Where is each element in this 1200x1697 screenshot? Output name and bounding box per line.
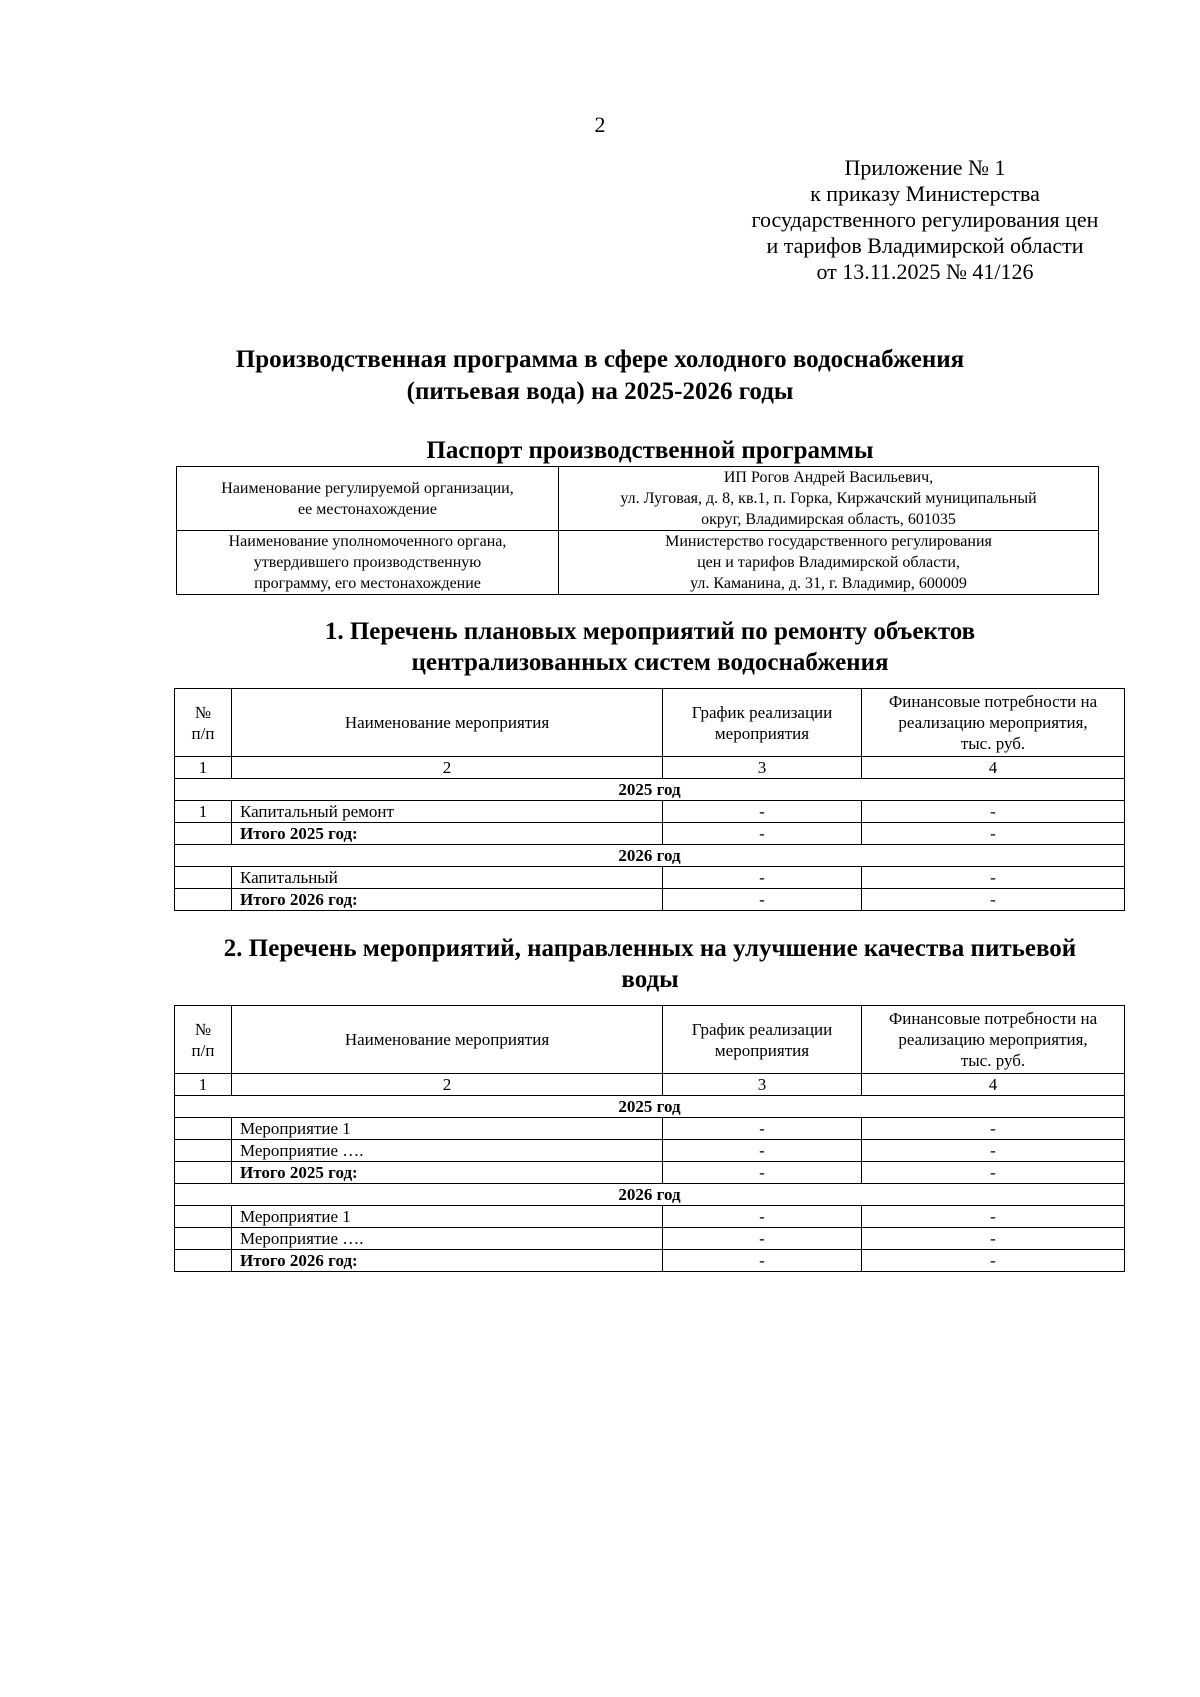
total-schedule: - <box>663 1250 862 1272</box>
column-number: 3 <box>663 1074 862 1096</box>
row-name: Мероприятие 1 <box>232 1206 663 1228</box>
row-num <box>175 823 232 845</box>
total-label: Итого 2025 год: <box>232 1162 663 1184</box>
header-schedule: График реализации мероприятия <box>663 1006 862 1074</box>
document-title <box>120 344 1080 408</box>
passport-label: Наименование уполномоченного органа, утвердившего производственную программу, его местонахождение <box>177 531 559 595</box>
table-header-row <box>175 1006 1125 1074</box>
appendix-block <box>735 155 1115 285</box>
section1-table <box>174 688 1125 911</box>
row-finance: - <box>862 1118 1125 1140</box>
header-num: № п/п <box>175 1006 232 1074</box>
header-name: Наименование мероприятия <box>232 689 663 757</box>
passport-value: Министерство государственного регулирования цен и тарифов Владимирской области, ул. Каманина, д. 31, г. Владимир, 600009 <box>559 531 1099 595</box>
row-num <box>175 1140 232 1162</box>
total-label: Итого 2026 год: <box>232 1250 663 1272</box>
total-schedule: - <box>663 823 862 845</box>
appendix-line: от 13.11.2025 № 41/126 <box>816 259 1034 284</box>
row-finance: - <box>862 867 1125 889</box>
column-number-row <box>175 1074 1125 1096</box>
appendix-line: и тарифов Владимирской области <box>766 233 1084 258</box>
column-number: 4 <box>862 757 1125 779</box>
total-row <box>175 889 1125 911</box>
table-row <box>175 1228 1125 1250</box>
appendix-line: к приказу Министерства <box>810 181 1040 206</box>
document-title-line: Производственная программа в сфере холодного водоснабжения <box>235 346 965 373</box>
row-num: 1 <box>175 801 232 823</box>
total-finance: - <box>862 1250 1125 1272</box>
year-row <box>175 845 1125 867</box>
row-num <box>175 1206 232 1228</box>
header-schedule: График реализации мероприятия <box>663 689 862 757</box>
table-row <box>175 1118 1125 1140</box>
total-row <box>175 823 1125 845</box>
column-number: 4 <box>862 1074 1125 1096</box>
year-label: 2025 год <box>175 779 1125 801</box>
section2-table <box>174 1005 1125 1272</box>
year-row <box>175 779 1125 801</box>
row-schedule: - <box>663 1140 862 1162</box>
row-schedule: - <box>663 1118 862 1140</box>
total-row <box>175 1250 1125 1272</box>
table-row <box>175 1206 1125 1228</box>
row-num <box>175 1118 232 1140</box>
passport-heading: Паспорт производственной программы <box>426 437 874 464</box>
row-name: Капитальный ремонт <box>232 801 663 823</box>
column-number-row <box>175 757 1125 779</box>
row-finance: - <box>862 801 1125 823</box>
appendix-line: государственного регулирования цен <box>751 207 1099 232</box>
section1-title-line: 1. Перечень плановых мероприятий по ремонту объектов <box>324 618 976 645</box>
column-number: 2 <box>232 757 663 779</box>
row-num <box>175 867 232 889</box>
year-label: 2026 год <box>175 1184 1125 1206</box>
section1-title-line: централизованных систем водоснабжения <box>411 649 889 676</box>
row-name: Капитальный <box>232 867 663 889</box>
table-row <box>175 867 1125 889</box>
total-finance: - <box>862 1162 1125 1184</box>
section1-title <box>150 616 1150 678</box>
column-number: 1 <box>175 1074 232 1096</box>
row-schedule: - <box>663 1228 862 1250</box>
table-row <box>175 801 1125 823</box>
document-title-line: (питьевая вода) на 2025-2026 годы <box>406 378 794 405</box>
header-finance: Финансовые потребности на реализацию мероприятия, тыс. руб. <box>862 689 1125 757</box>
row-schedule: - <box>663 801 862 823</box>
row-finance: - <box>862 1206 1125 1228</box>
row-name: Мероприятие 1 <box>232 1118 663 1140</box>
row-num <box>175 1162 232 1184</box>
year-row <box>175 1184 1125 1206</box>
row-schedule: - <box>663 867 862 889</box>
passport-label: Наименование регулируемой организации, ее местонахождение <box>177 467 559 531</box>
column-number: 3 <box>663 757 862 779</box>
row-num <box>175 1250 232 1272</box>
total-finance: - <box>862 823 1125 845</box>
row-num <box>175 889 232 911</box>
column-number: 2 <box>232 1074 663 1096</box>
header-name: Наименование мероприятия <box>232 1006 663 1074</box>
passport-value: ИП Рогов Андрей Васильевич, ул. Луговая, д. 8, кв.1, п. Горка, Киржачский муниципальный округ, Владимирская область, 601035 <box>559 467 1099 531</box>
year-label: 2026 год <box>175 845 1125 867</box>
total-label: Итого 2026 год: <box>232 889 663 911</box>
total-label: Итого 2025 год: <box>232 823 663 845</box>
section2-title-line: 2. Перечень мероприятий, направленных на улучшение качества питьевой <box>223 935 1077 962</box>
row-finance: - <box>862 1140 1125 1162</box>
header-num: № п/п <box>175 689 232 757</box>
page-number: 2 <box>594 112 606 137</box>
total-schedule: - <box>663 889 862 911</box>
row-name: Мероприятие …. <box>232 1140 663 1162</box>
column-number: 1 <box>175 757 232 779</box>
header-finance: Финансовые потребности на реализацию мероприятия, тыс. руб. <box>862 1006 1125 1074</box>
row-name: Мероприятие …. <box>232 1228 663 1250</box>
appendix-line: Приложение № 1 <box>844 155 1006 180</box>
section2-title-line: воды <box>621 966 679 993</box>
year-row <box>175 1096 1125 1118</box>
section2-title <box>150 933 1150 995</box>
table-row <box>175 1140 1125 1162</box>
passport-row <box>177 467 1099 531</box>
year-label: 2025 год <box>175 1096 1125 1118</box>
total-finance: - <box>862 889 1125 911</box>
table-header-row <box>175 689 1125 757</box>
total-row <box>175 1162 1125 1184</box>
row-num <box>175 1228 232 1250</box>
row-finance: - <box>862 1228 1125 1250</box>
passport-table <box>176 466 1099 595</box>
passport-row <box>177 531 1099 595</box>
row-schedule: - <box>663 1206 862 1228</box>
total-schedule: - <box>663 1162 862 1184</box>
